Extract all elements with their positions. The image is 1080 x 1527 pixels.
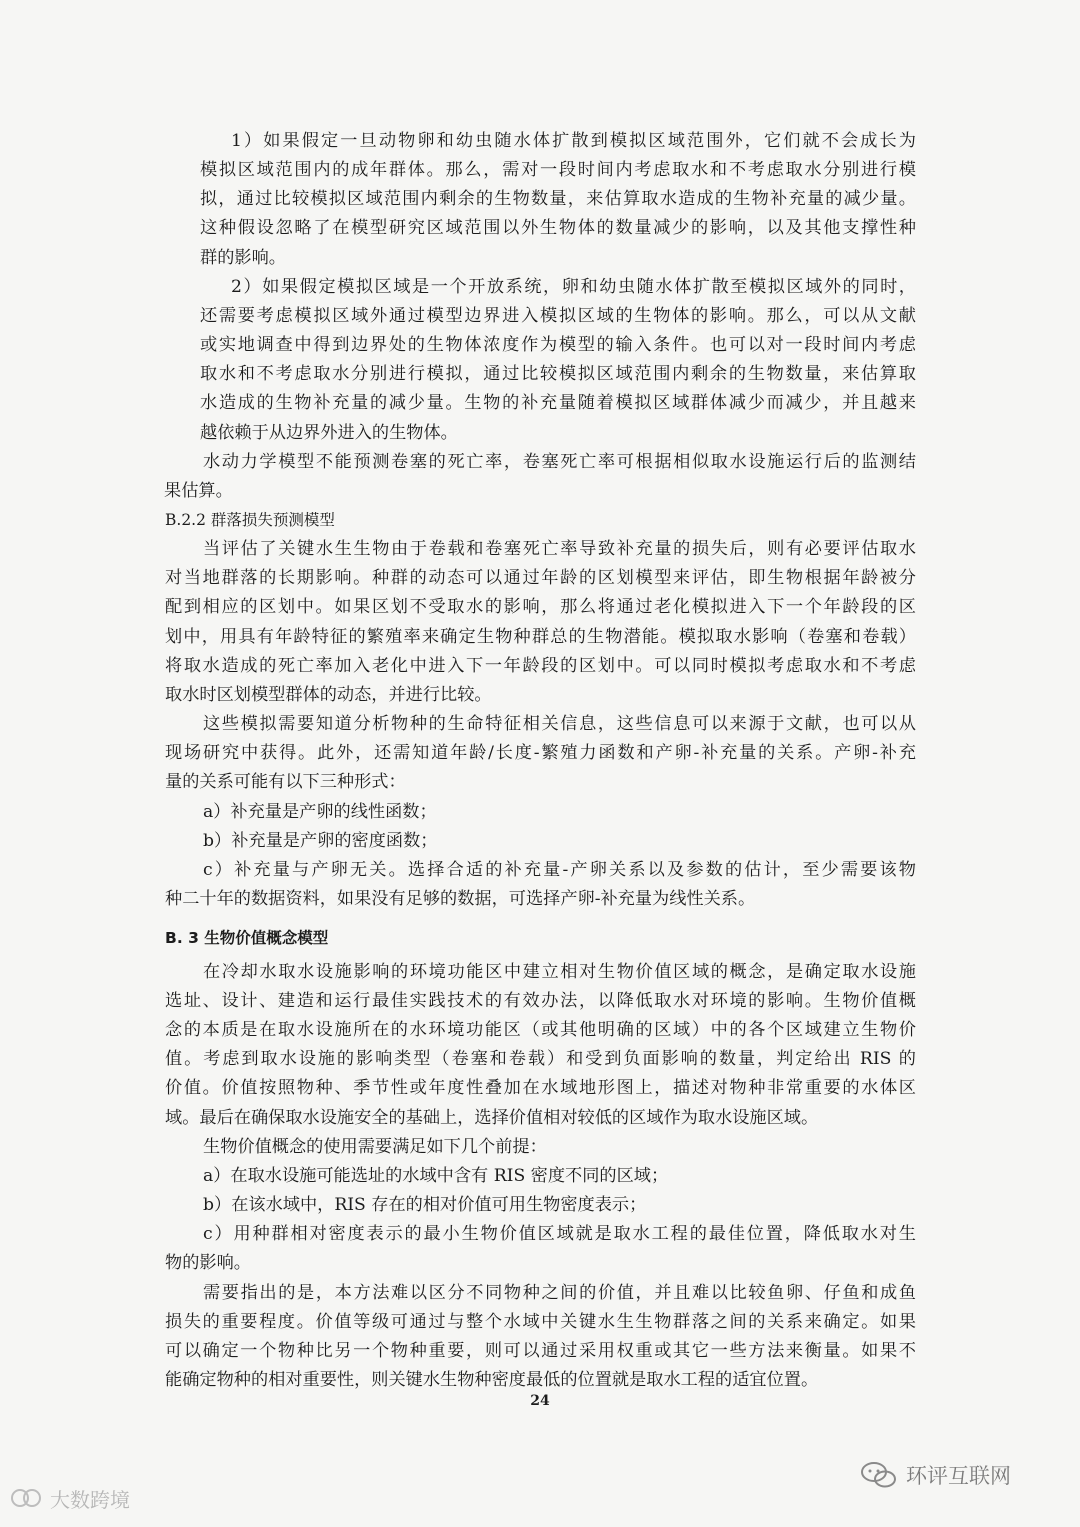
text-line: 选址、设计、建造和运行最佳实践技术的有效办法，以降低取水对环境的影响。生物价值概 [165,991,916,1011]
text-line: 生物价值概念的使用需要满足如下几个前提： [203,1137,547,1157]
text-line: 价值。价值按照物种、季节性或年度性叠加在水域地形图上，描述对物种非常重要的水体区 [165,1078,916,1098]
wechat-icon [860,1460,898,1490]
text-line: 念的本质是在取水设施所在的水环境功能区（或其他明确的区域）中的各个区域建立生物价 [165,1020,916,1040]
text-line: 或实地调查中得到边界处的生物体浓度作为模型的输入条件。也可以对一段时间内考虑 [200,335,916,355]
chat-bubbles-icon [10,1487,44,1509]
text-line: 对当地群落的长期影响。种群的动态可以通过年龄的区划模型来评估，即生物根据年龄被分 [165,568,916,588]
text-line: 物的影响。 [165,1253,251,1273]
watermark-left-text: 大数跨境 [50,1487,130,1512]
list-item: a）在取水设施可能选址的水域中含有 RIS 密度不同的区域； [203,1166,669,1186]
text-line: 配到相应的区划中。如果区划不受取水的影响，那么将通过老化模拟进入下一个年龄段的区 [165,597,916,617]
text-line: 域。最后在确保取水设施安全的基础上，选择价值相对较低的区域作为取水设施区域。 [165,1108,819,1128]
text-line: 群的影响。 [200,248,286,268]
text-line: 还需要考虑模拟区域外通过模型边界进入模拟区域的生物体的影响。那么，可以从文献 [200,306,916,326]
text-line: 取水时区划模型群体的动态，并进行比较。 [165,685,492,705]
text-line: 可以确定一个物种比另一个物种重要，则可以通过采用权重或其它一些方法来衡量。如果不 [165,1341,916,1361]
list-item: b）补充量是产卵的密度函数； [203,831,438,851]
text-line: 模拟区域范围内的成年群体。那么，需对一段时间内考虑取水和不考虑取水分别进行模 [200,160,916,180]
text-line: 1）如果假定一旦动物卵和幼虫随水体扩散到模拟区域范围外，它们就不会成长为 [231,131,916,151]
text-line: 这种假设忽略了在模型研究区域范围以外生物体的数量减少的影响，以及其他支撑性种 [200,218,916,238]
text-line: 这些模拟需要知道分析物种的生命特征相关信息，这些信息可以来源于文献，也可以从 [203,714,916,734]
text-line: 将取水造成的死亡率加入老化中进入下一年龄段的区划中。可以同时模拟考虑取水和不考虑 [165,656,916,676]
text-line: 能确定物种的相对重要性，则关键水生物种密度最低的位置就是取水工程的适宜位置。 [165,1370,819,1390]
page-number: 24 [530,1393,550,1409]
text-line: 越依赖于从边界外进入的生物体。 [200,423,458,443]
watermark-right [860,1458,1011,1492]
text-line: 拟，通过比较模拟区域范围内剩余的生物数量，来估算取水造成的生物补充量的减少量。 [200,189,916,209]
text-line: 需要指出的是，本方法难以区分不同物种之间的价值，并且难以比较鱼卵、仔鱼和成鱼 [203,1283,916,1303]
text-line: 果估算。 [164,481,233,501]
section-heading-b22: B.2.2 群落损失预测模型 [165,511,335,529]
list-item: b）在该水域中，RIS 存在的相对价值可用生物密度表示； [203,1195,647,1215]
watermark-left [10,1484,130,1512]
text-line: 水造成的生物补充量的减少量。生物的补充量随着模拟区域群体减少而减少，并且越来 [200,393,916,413]
text-line: 当评估了关键水生生物由于卷载和卷塞死亡率导致补充量的损失后，则有必要评估取水 [203,539,916,559]
list-item: a）补充量是产卵的线性函数； [203,802,437,822]
list-item: c）用种群相对密度表示的最小生物价值区域就是取水工程的最佳位置，降低取水对生 [203,1224,916,1244]
text-line: 在冷却水取水设施影响的环境功能区中建立相对生物价值区域的概念，是确定取水设施 [203,962,916,982]
list-item: c）补充量与产卵无关。选择合适的补充量-产卵关系以及参数的估计，至少需要该物 [203,860,916,880]
text-line: 取水和不考虑取水分别进行模拟，通过比较模拟区域范围内剩余的生物数量，来估算取 [200,364,916,384]
text-line: 量的关系可能有以下三种形式： [165,772,406,792]
text-line: 值。考虑到取水设施的影响类型（卷塞和卷载）和受到负面影响的数量，判定给出 RIS 的 [165,1049,916,1069]
text-line: 现场研究中获得。此外，还需知道年龄/长度-繁殖力函数和产卵-补充量的关系。产卵-补充 [165,743,916,763]
text-line: 水动力学模型不能预测卷塞的死亡率，卷塞死亡率可根据相似取水设施运行后的监测结 [203,452,916,472]
text-line: 种二十年的数据资料，如果没有足够的数据，可选择产卵-补充量为线性关系。 [165,889,756,909]
text-line: 2）如果假定模拟区域是一个开放系统，卵和幼虫随水体扩散至模拟区域外的同时， [231,277,916,297]
text-line: 损失的重要程度。价值等级可通过与整个水域中关键水生生物群落之间的关系来确定。如果 [165,1312,916,1332]
text-line: 划中，用具有年龄特征的繁殖率来确定生物种群总的生物潜能。模拟取水影响（卷塞和卷载） [165,627,916,647]
section-heading-b3: B. 3 生物价值概念模型 [165,929,329,947]
watermark-right-text: 环评互联网 [906,1464,1011,1488]
